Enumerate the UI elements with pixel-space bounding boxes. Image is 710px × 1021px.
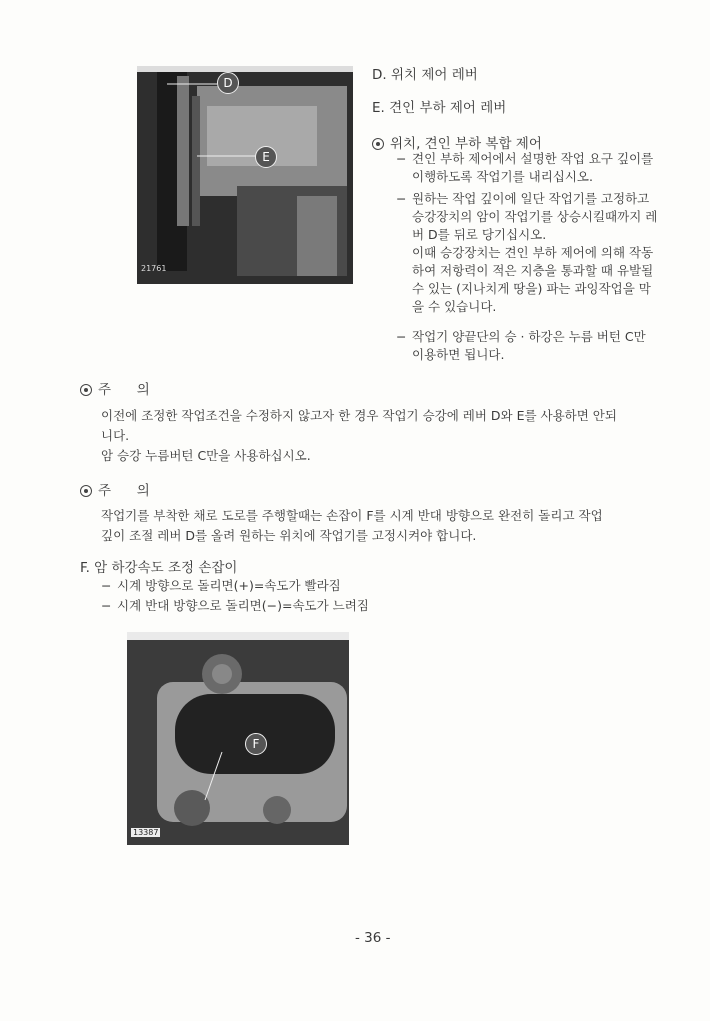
caution-2-body: 작업기를 부착한 채로 도로를 주행할때는 손잡이 F를 시계 반대 방향으로 완전히 돌리고 작업 깊이 조절 레버 D를 올려 원하는 위치에 작업기를 고정시켜야 합니다.: [101, 508, 603, 543]
figure-number: 21761: [141, 264, 167, 273]
figure-number: 13387: [133, 828, 159, 837]
caution-2-title: 주 의: [80, 479, 150, 499]
page-number: - 36 -: [355, 930, 391, 946]
caution-1-body: 이전에 조정한 작업조건을 수정하지 않고자 한 경우 작업기 승강에 레버 D와 E를 사용하면 안되 니다. 암 승강 누름버턴 C만을 사용하십시오.: [101, 408, 617, 463]
bullet-circle-icon: [372, 138, 384, 150]
combined-title: 위치, 견인 부하 복합 제어: [372, 132, 542, 152]
caution-1-title: 주 의: [80, 378, 150, 398]
callout-e: E: [255, 146, 277, 168]
bullet-3: − 작업기 양끝단의 승 · 하강은 누름 버턴 C만 이용하면 됩니다.: [396, 329, 646, 362]
bullet-2: − 원하는 작업 깊이에 일단 작업기를 고정하고 승강장치의 암이 작업기를 상승시킬때까지 레 버 D를 뒤로 당기십시오. 이때 승강장치는 견인 부하 제어에 의해 작동 하여 저항력이 적은 지층을 통과할 때 유발될 수 있는 (지나치게 땅을) 파는 과잉작업을 막 을 수 있습니다.: [396, 191, 658, 314]
bullet-circle-icon: [80, 485, 92, 497]
bullet-circle-icon: [80, 384, 92, 396]
section-f-title: F. 암 하강속도 조정 손잡이: [80, 560, 238, 576]
lever-photo-drawing: [137, 66, 353, 284]
lever-photo: [137, 66, 353, 284]
section-f-lines: − 시계 방향으로 돌리면(+)=속도가 빨라짐 − 시계 반대 방향으로 돌리면(−)=속도가 느려짐: [101, 578, 369, 613]
knob-photo: [127, 632, 349, 845]
callout-d: D: [217, 72, 239, 94]
bullet-1: − 견인 부하 제어에서 설명한 작업 요구 깊이를 이행하도록 작업기를 내리십시오.: [396, 151, 654, 184]
item-e-label: E. 견인 부하 제어 레버: [372, 100, 507, 116]
callout-f: F: [245, 733, 267, 755]
knob-photo-drawing: [127, 632, 349, 845]
item-d-label: D. 위치 제어 레버: [372, 67, 478, 83]
